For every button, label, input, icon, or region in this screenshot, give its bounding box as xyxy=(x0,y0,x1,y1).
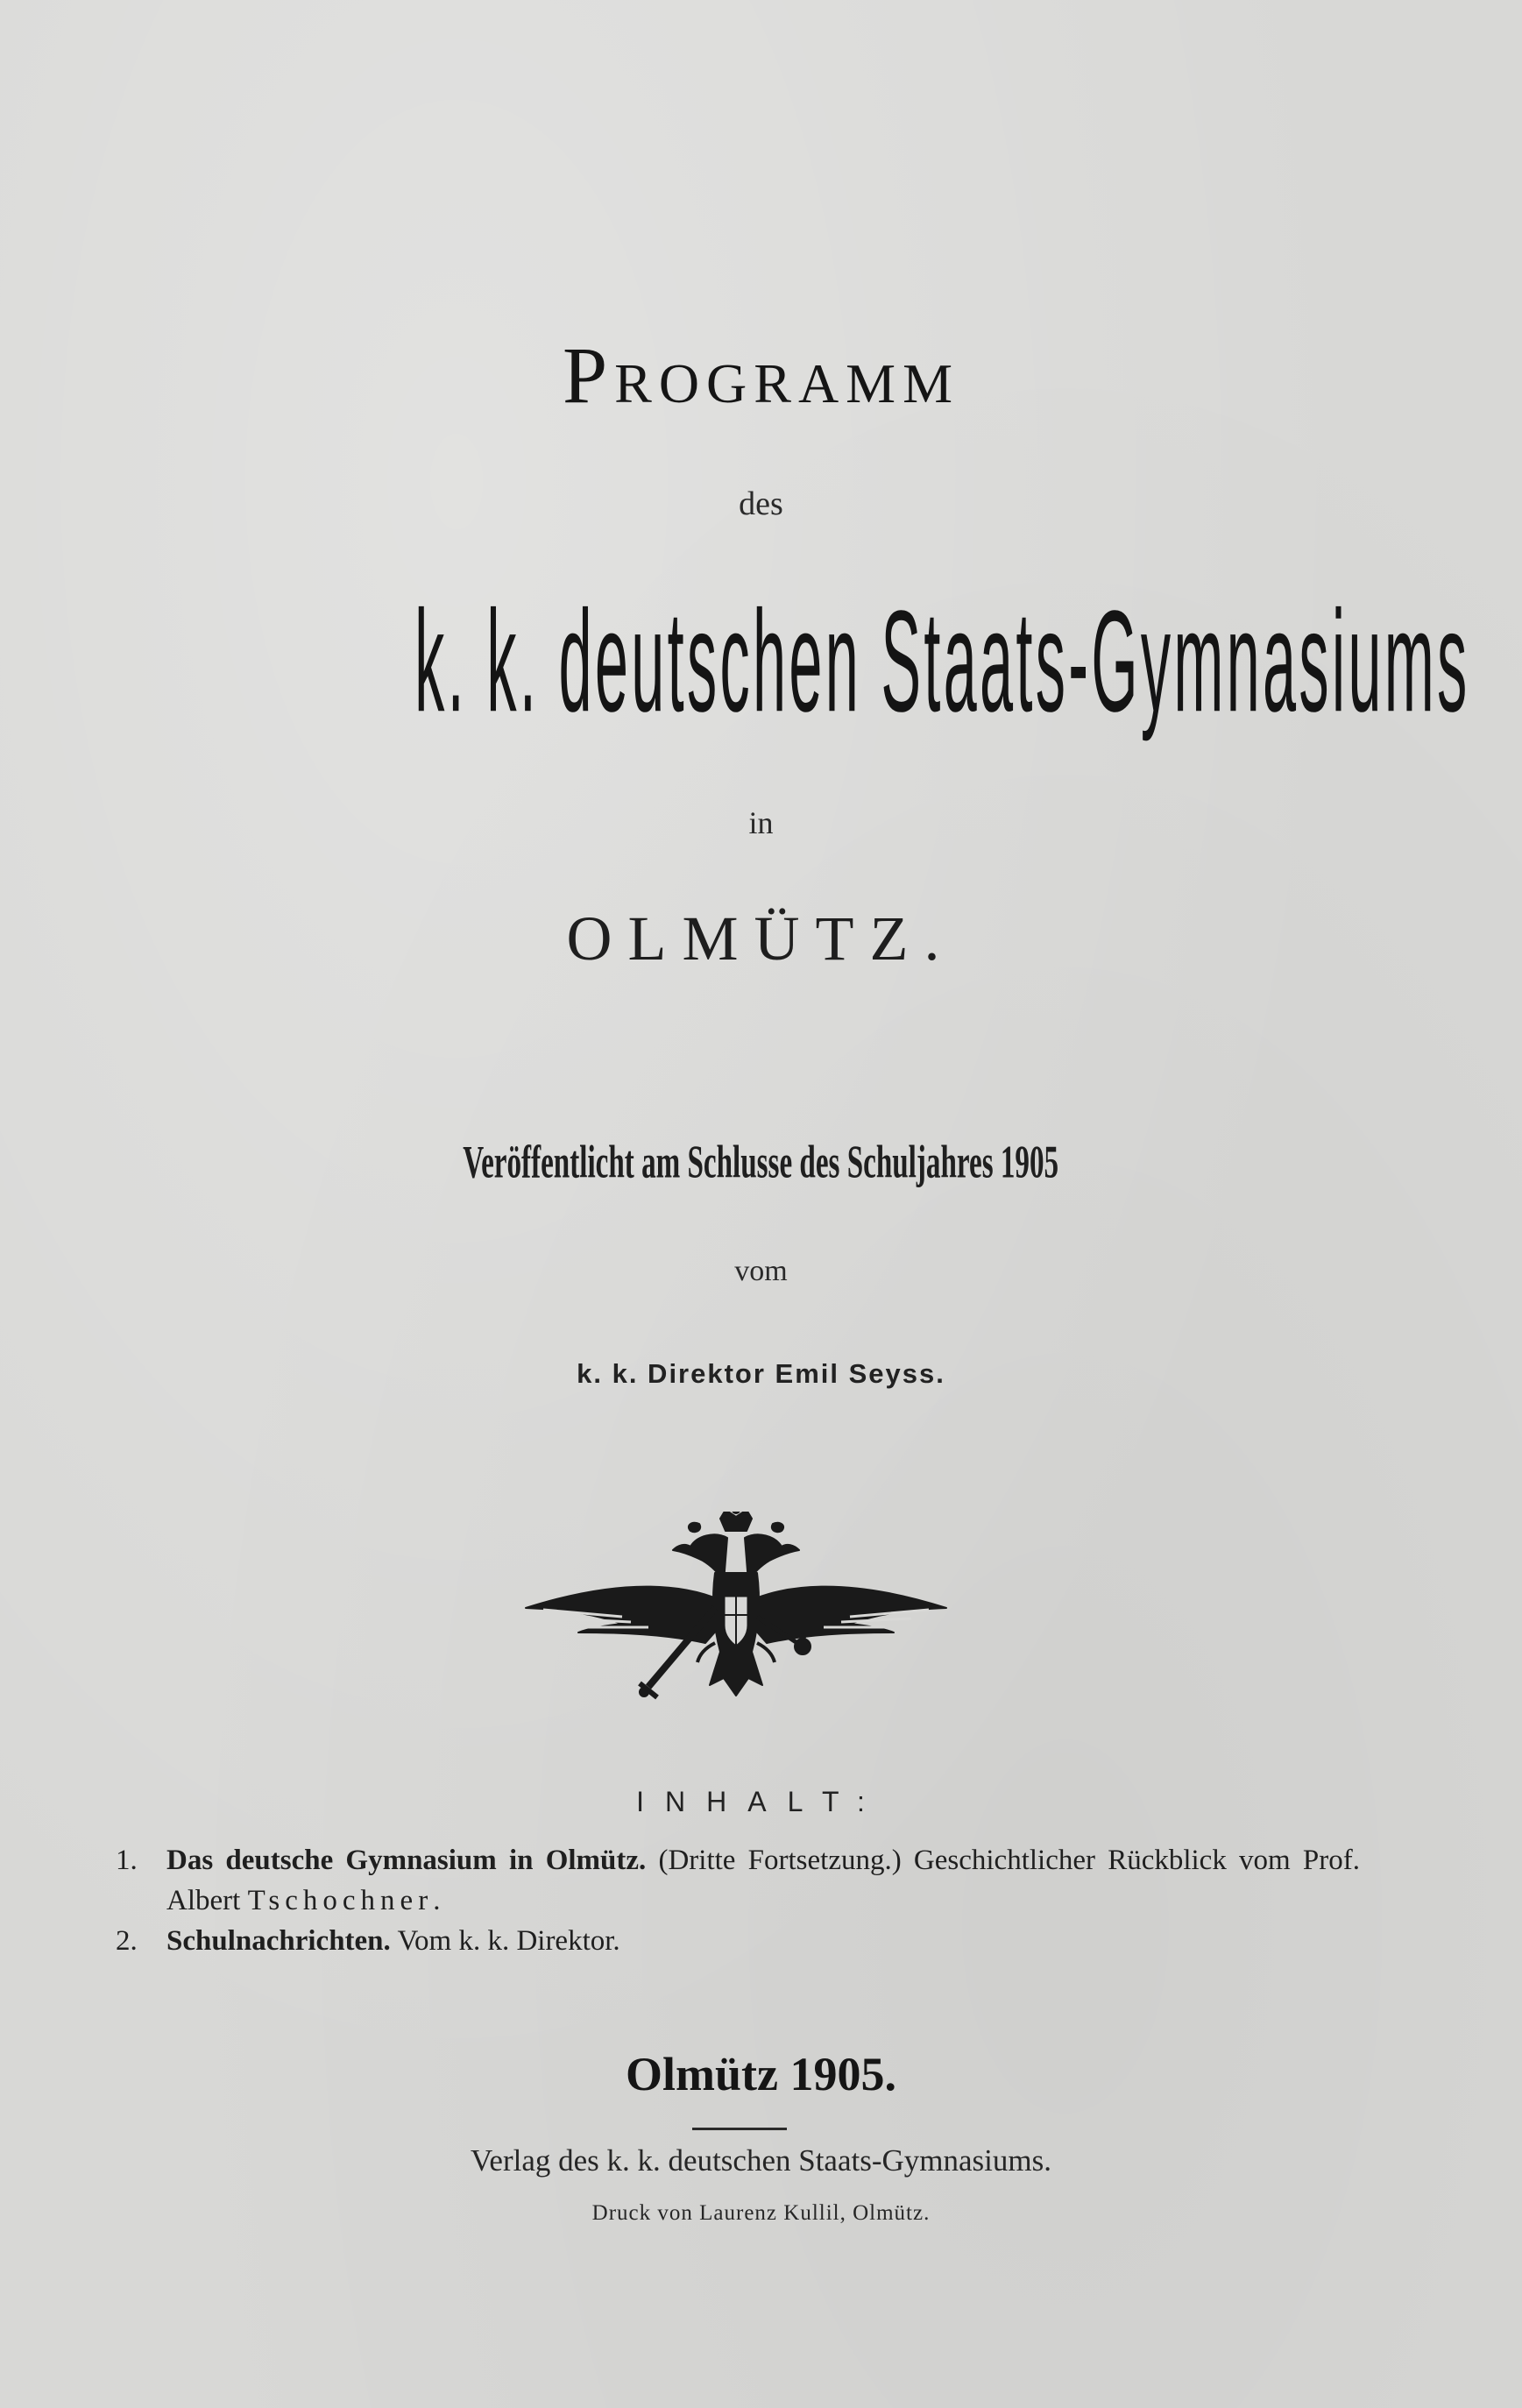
publisher-line: Verlag des k. k. deutschen Staats-Gymnasiums. xyxy=(471,2143,1051,2178)
list-item-text-end: . xyxy=(433,1885,441,1916)
double-headed-eagle-icon xyxy=(517,1512,955,1722)
list-item xyxy=(116,1921,1360,1961)
director-name: k. k. Direktor Emil Seyss. xyxy=(577,1358,945,1389)
printer-line: Druck von Laurenz Kullil, Olmütz. xyxy=(591,2201,931,2225)
title-in: in xyxy=(748,805,774,840)
vom-text: vom xyxy=(734,1255,788,1287)
table-of-contents xyxy=(116,1840,1360,1961)
publication-text: Veröffentlicht am Schlusse des Schuljahres 1905 xyxy=(463,1136,1059,1187)
title-des: des xyxy=(739,485,783,522)
school-name-text: k. k. deutschen Staats-Gymnasiums xyxy=(414,580,1470,742)
list-item-author: Tschochner xyxy=(247,1885,434,1916)
publication-line xyxy=(0,1135,1522,1187)
title-programm: Programm xyxy=(562,330,959,420)
divider xyxy=(692,2128,787,2130)
list-item-number: 2. xyxy=(116,1925,138,1957)
school-name-heading xyxy=(0,578,1522,754)
contents-heading: INHALT: xyxy=(636,1786,886,1817)
list-item-title: Das deutsche Gymnasium in Olmütz. xyxy=(166,1845,647,1876)
list-item-text: Vom k. k. Direktor. xyxy=(390,1925,620,1957)
city-heading: OLMÜTZ. xyxy=(566,903,956,974)
imprint-place-year: Olmütz 1905. xyxy=(626,2048,896,2100)
list-item-title: Schulnachrichten. xyxy=(166,1925,391,1957)
list-item-number: 1. xyxy=(116,1845,138,1876)
list-item xyxy=(116,1840,1360,1921)
list-item-text: (Dritte Fortsetzung.) Geschichtlicher Rückblick vom Prof. Albert xyxy=(166,1845,1360,1916)
